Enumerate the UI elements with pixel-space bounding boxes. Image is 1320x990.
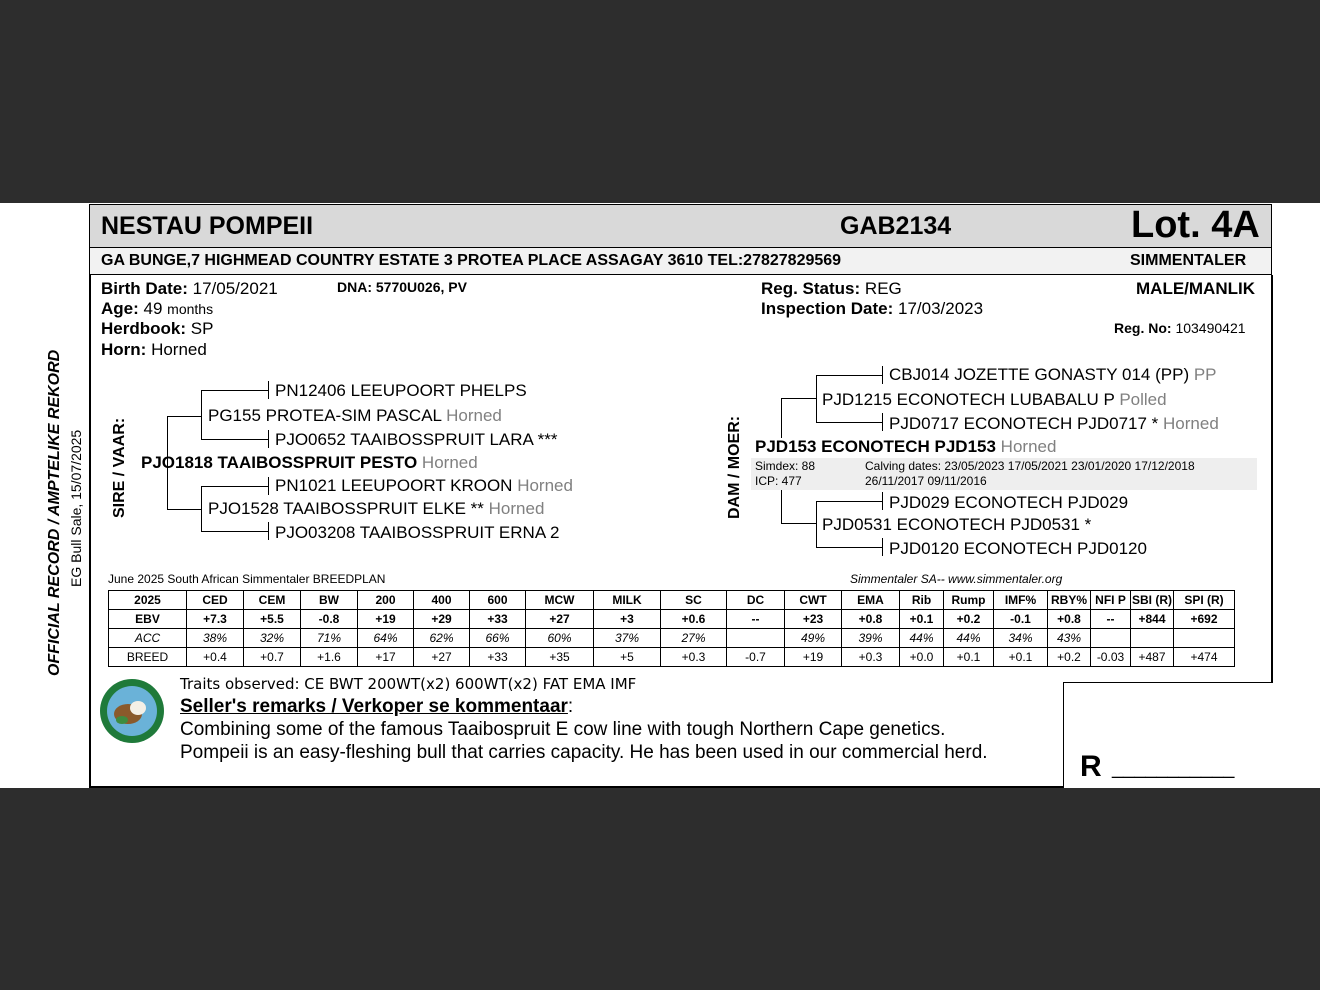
hdr-cell: DC [727, 591, 785, 610]
birth-date: Birth Date: 17/05/2021 [101, 279, 278, 298]
ebv-cell: -0.8 [301, 610, 358, 629]
dam-sire-sire: CBJ014 JOZETTE GONASTY 014 (PP) PP [889, 365, 1217, 384]
ebv-cell: +3 [594, 610, 661, 629]
frame-bottom [89, 786, 1064, 788]
ebv-cell: +29 [414, 610, 470, 629]
remarks-line-1: Combining some of the famous Taaibospruit E cow line with tough Northern Cape genetics. [180, 719, 946, 740]
dam-simdex: Simdex: 88 [755, 459, 816, 473]
ebv-cell: -- [1091, 610, 1131, 629]
acc-cell: 27% [661, 629, 727, 648]
ebv-row [109, 610, 1235, 629]
acc-cell: 60% [526, 629, 594, 648]
breed-cell: +0.1 [994, 648, 1048, 667]
animal-id: GAB2134 [840, 212, 952, 240]
breed-cell: +17 [358, 648, 414, 667]
horn-status: Horn: Horned [101, 340, 207, 359]
breed-avg-row [109, 648, 1235, 667]
breed-cell: +0.4 [187, 648, 244, 667]
dam-icp: ICP: 477 [755, 474, 802, 488]
acc-cell [1091, 629, 1131, 648]
ebv-cell: -- [727, 610, 785, 629]
hdr-cell: MILK [594, 591, 661, 610]
ebv-cell: +0.6 [661, 610, 727, 629]
dam-dam-sire: PJD029 ECONOTECH PJD029 [889, 493, 1129, 512]
breedplan-title: June 2025 South African Simmentaler BREEDPLAN [108, 572, 386, 586]
ebv-cell: +33 [470, 610, 526, 629]
sex: MALE/MANLIK [1136, 279, 1255, 298]
official-record-label: OFFICIAL RECORD / AMPTELIKE REKORD [46, 349, 63, 676]
hdr-cell: NFI P [1091, 591, 1131, 610]
acc-cell: 44% [944, 629, 994, 648]
acc-row [109, 629, 1235, 648]
age: Age: 49 months [101, 299, 214, 318]
breed-cell: +0.2 [1048, 648, 1091, 667]
breed-cell: BREED [109, 648, 187, 667]
acc-cell: 43% [1048, 629, 1091, 648]
ebv-cell: +7.3 [187, 610, 244, 629]
sale-label: EG Bull Sale, 15/07/2025 [68, 429, 84, 587]
breed-cell: -0.03 [1091, 648, 1131, 667]
dam-dam: PJD0531 ECONOTECH PJD0531 * [822, 515, 1092, 534]
hdr-cell: SPI (R) [1174, 591, 1235, 610]
traits-observed: Traits observed: CE BWT 200WT(x2) 600WT(x2) FAT EMA IMF [180, 675, 637, 693]
breed-cell: +19 [785, 648, 842, 667]
hdr-cell: SC [661, 591, 727, 610]
frame-right [1271, 275, 1273, 683]
ebv-cell: +0.1 [900, 610, 944, 629]
sire-sire: PG155 PROTEA-SIM PASCAL Horned [208, 406, 502, 425]
acc-cell: 49% [785, 629, 842, 648]
breedplan-table [108, 590, 1235, 667]
dam-name: PJD153 ECONOTECH PJD153 Horned [755, 437, 1057, 456]
acc-cell: 39% [842, 629, 900, 648]
breed-cell: +0.3 [842, 648, 900, 667]
hdr-cell: SBI (R) [1131, 591, 1174, 610]
table-header-row [109, 591, 1235, 610]
price-label: R [1080, 750, 1102, 783]
breed-cell: +35 [526, 648, 594, 667]
acc-cell: 37% [594, 629, 661, 648]
acc-cell: 44% [900, 629, 944, 648]
breed-cell: +487 [1131, 648, 1174, 667]
hdr-cell: MCW [526, 591, 594, 610]
hdr-cell: CEM [244, 591, 301, 610]
hdr-cell: RBY% [1048, 591, 1091, 610]
breed-cell: +33 [470, 648, 526, 667]
breedplan-site: Simmentaler SA-- www.simmentaler.org [850, 572, 1063, 586]
simmentaler-logo-icon [98, 678, 166, 744]
dam-dam-dam: PJD0120 ECONOTECH PJD0120 [889, 539, 1147, 558]
acc-cell [1174, 629, 1235, 648]
remarks-title: Seller's remarks / Verkoper se kommentaar: [180, 696, 574, 717]
sire-name: PJO1818 TAAIBOSSPRUIT PESTO Horned [141, 453, 478, 472]
breed-cell: -0.7 [727, 648, 785, 667]
breed-cell: +0.3 [661, 648, 727, 667]
breed-cell: +5 [594, 648, 661, 667]
hdr-cell: 400 [414, 591, 470, 610]
hdr-cell: Rib [900, 591, 944, 610]
acc-cell: 32% [244, 629, 301, 648]
breed-name: SIMMENTALER [1130, 252, 1247, 269]
acc-cell: 64% [358, 629, 414, 648]
acc-cell: 71% [301, 629, 358, 648]
dam-calving-dates-2: 26/11/2017 09/11/2016 [865, 474, 987, 488]
acc-cell: 66% [470, 629, 526, 648]
hdr-cell: EMA [842, 591, 900, 610]
frame-left [89, 275, 91, 787]
reg-number: Reg. No: 103490421 [1114, 320, 1246, 336]
hdr-cell: CWT [785, 591, 842, 610]
hdr-cell: Rump [944, 591, 994, 610]
ebv-cell: +27 [526, 610, 594, 629]
hdr-cell: 2025 [109, 591, 187, 610]
dna-info: DNA: 5770U026, PV [337, 279, 467, 295]
acc-cell [727, 629, 785, 648]
dam-sire-dam: PJD0717 ECONOTECH PJD0717 * Horned [889, 414, 1219, 433]
breed-cell: +27 [414, 648, 470, 667]
dam-calving-dates: Calving dates: 23/05/2023 17/05/2021 23/01/2020 17/12/2018 [865, 459, 1195, 473]
hdr-cell: 200 [358, 591, 414, 610]
hdr-cell: CED [187, 591, 244, 610]
dam-sire: PJD1215 ECONOTECH LUBABALU P Polled [822, 390, 1167, 409]
breed-cell: +0.0 [900, 648, 944, 667]
ebv-cell: +692 [1174, 610, 1235, 629]
sire-dam: PJO1528 TAAIBOSSPRUIT ELKE ** Horned [208, 499, 545, 518]
lot-number: Lot. 4A [1131, 204, 1260, 246]
herdbook: Herdbook: SP [101, 319, 214, 338]
animal-name: NESTAU POMPEII [101, 212, 314, 240]
hdr-cell: 600 [470, 591, 526, 610]
ebv-cell: +23 [785, 610, 842, 629]
ebv-cell: +0.8 [1048, 610, 1091, 629]
remarks-line-2: Pompeii is an easy-fleshing bull that carries capacity. He has been used in our commercial herd. [180, 742, 988, 763]
breed-cell: +474 [1174, 648, 1235, 667]
owner-address: GA BUNGE,7 HIGHMEAD COUNTRY ESTATE 3 PROTEA PLACE ASSAGAY 3610 TEL:27827829569 [101, 252, 842, 269]
sire-dam-dam: PJO03208 TAAIBOSSPRUIT ERNA 2 [275, 523, 560, 542]
acc-cell: 34% [994, 629, 1048, 648]
sire-sire-dam: PJO0652 TAAIBOSSPRUIT LARA *** [275, 430, 558, 449]
ebv-cell: +5.5 [244, 610, 301, 629]
breed-cell: +1.6 [301, 648, 358, 667]
ebv-cell: -0.1 [994, 610, 1048, 629]
ebv-cell: +19 [358, 610, 414, 629]
dam-label: DAM / MOER: [726, 415, 743, 519]
ebv-cell: EBV [109, 610, 187, 629]
breed-cell: +0.1 [944, 648, 994, 667]
sire-label: SIRE / VAAR: [111, 417, 128, 518]
ebv-cell: +844 [1131, 610, 1174, 629]
sire-dam-sire: PN1021 LEEUPOORT KROON Horned [275, 476, 573, 495]
breed-cell: +0.7 [244, 648, 301, 667]
acc-cell [1131, 629, 1174, 648]
sire-sire-sire: PN12406 LEEUPOORT PHELPS [275, 381, 527, 400]
inspection-date: Inspection Date: 17/03/2023 [761, 299, 984, 318]
acc-cell: 38% [187, 629, 244, 648]
hdr-cell: BW [301, 591, 358, 610]
hdr-cell: IMF% [994, 591, 1048, 610]
price-line[interactable]: ___________ [1112, 757, 1235, 779]
ebv-cell: +0.2 [944, 610, 994, 629]
acc-cell: ACC [109, 629, 187, 648]
acc-cell: 62% [414, 629, 470, 648]
reg-status: Reg. Status: REG [761, 279, 902, 298]
ebv-cell: +0.8 [842, 610, 900, 629]
